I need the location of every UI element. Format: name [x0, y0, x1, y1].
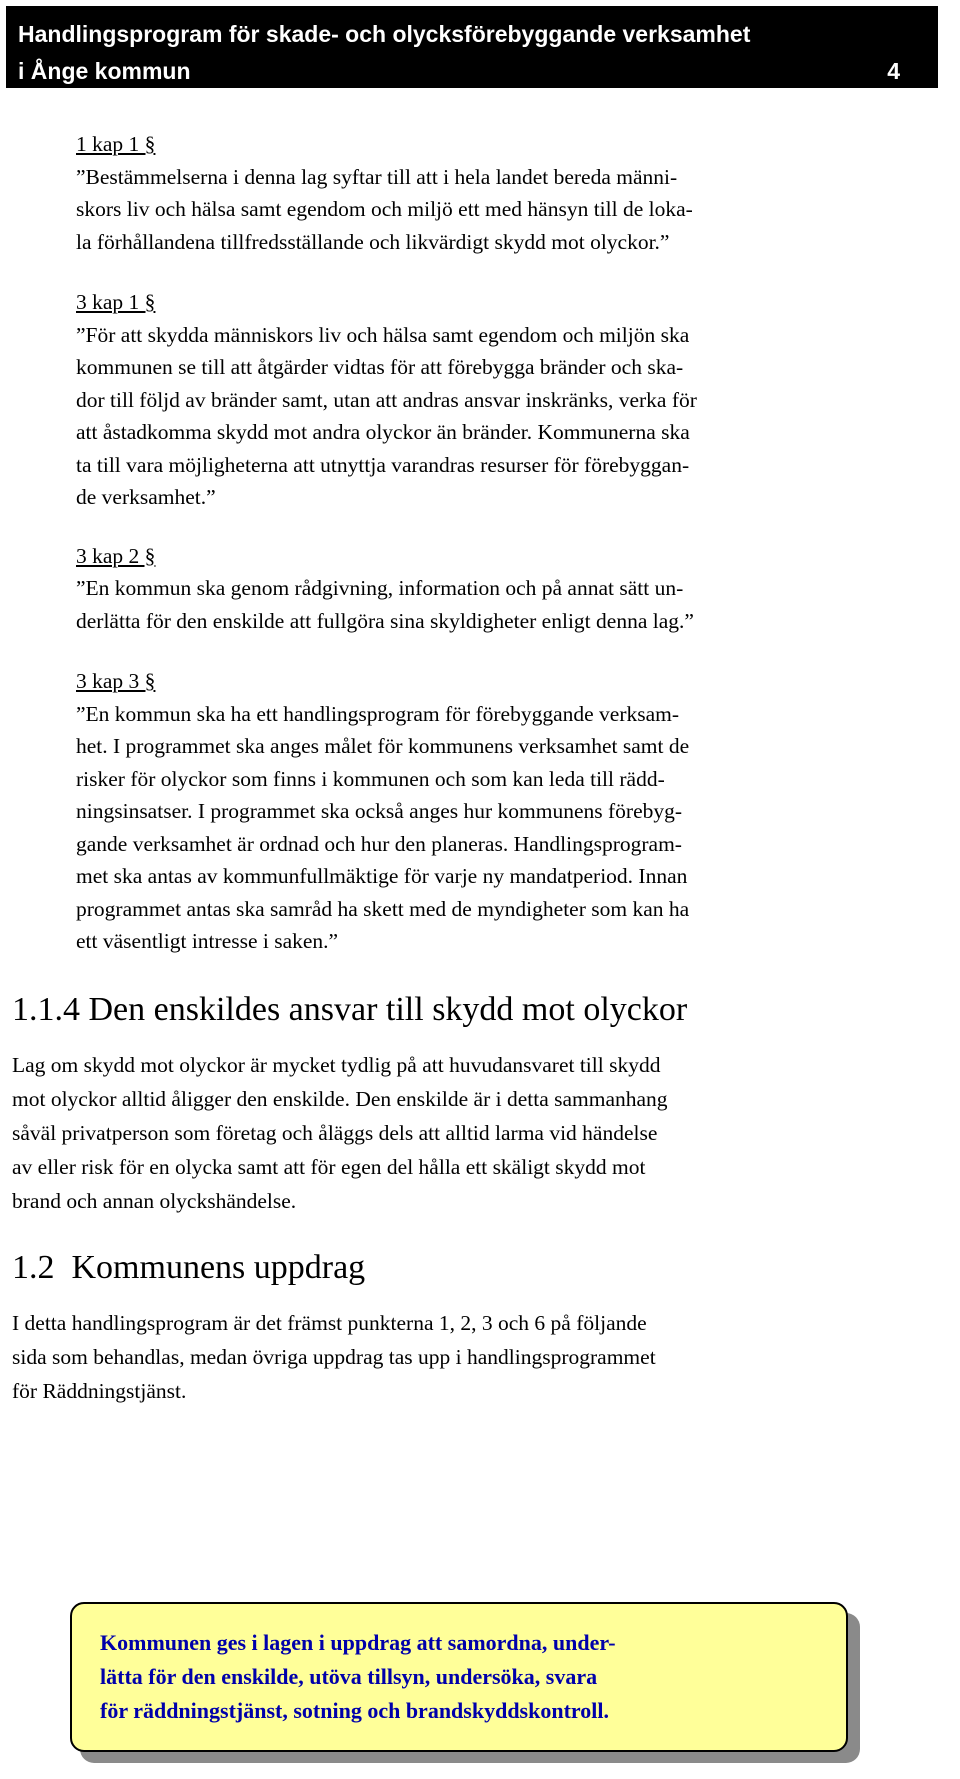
quote-line: dor till följd av bränder samt, utan att andras ansvar inskränks, verka för — [76, 387, 697, 412]
callout-line: för räddningstjänst, sotning och brandskyddskontroll. — [100, 1698, 610, 1723]
quote-line: programmet antas ska samråd ha skett med de myndigheter som kan ha — [76, 896, 690, 921]
quote-line: la förhållandena tillfredsställande och likvärdigt skydd mot olyckor.” — [76, 229, 670, 254]
law-quote-3kap2 — [76, 540, 950, 638]
law-reference: 3 kap 1 § — [76, 290, 156, 314]
quote-line: ta till vara möjligheterna att utnyttja varandras resurser för förebyggan- — [76, 452, 690, 477]
quote-line: het. I programmet ska anges målet för kommunens verksamhet samt de — [76, 734, 690, 758]
quote-line: gande verksamhet är ordnad och hur den planeras. Handlingsprogram- — [76, 831, 682, 856]
paragraph-line: mot olyckor alltid åligger den enskilde. Den enskilde är i detta sammanhang — [12, 1086, 668, 1111]
quote-line: ”För att skydda människors liv och hälsa samt egendom och miljön ska — [76, 322, 690, 347]
quote-line: ”En kommun ska ha ett handlingsprogram för förebyggande verksam- — [76, 701, 680, 726]
section-1-1-4-paragraph — [12, 1048, 938, 1218]
section-heading-1-1-4: 1.1.4 Den enskildes ansvar till skydd mot olyckor — [12, 990, 688, 1028]
page-header — [6, 6, 938, 88]
quote-line: risker för olyckor som finns i kommunen och som kan leda till rädd- — [76, 766, 665, 791]
paragraph-line: för Räddningstjänst. — [12, 1378, 187, 1403]
paragraph-line: sida som behandlas, medan övriga uppdrag tas upp i handlingsprogrammet — [12, 1344, 656, 1369]
quote-line: att åstadkomma skydd mot andra olyckor än bränder. Kommunerna ska — [76, 420, 690, 444]
quote-line: skors liv och hälsa samt egendom och miljö ett med hänsyn till de loka- — [76, 197, 693, 221]
page-number: 4 — [887, 58, 900, 84]
section-heading-1-2: 1.2 Kommunens uppdrag — [12, 1248, 366, 1286]
paragraph-line: Lag om skydd mot olyckor är mycket tydlig på att huvudansvaret till skydd — [12, 1052, 661, 1077]
callout-line: lätta för den enskilde, utöva tillsyn, undersöka, svara — [100, 1664, 598, 1689]
paragraph-line: I detta handlingsprogram är det främst punkterna 1, 2, 3 och 6 på följande — [12, 1310, 647, 1335]
quote-line: kommunen se till att åtgärder vidtas för att förebygga bränder och ska- — [76, 355, 684, 379]
quote-line: de verksamhet.” — [76, 485, 216, 509]
paragraph-line: av eller risk för en olycka samt att för egen del hålla ett skäligt skydd mot — [12, 1154, 646, 1179]
quote-line: ”Bestämmelserna i denna lag syftar till att i hela landet bereda männi- — [76, 164, 678, 189]
law-reference: 3 kap 3 § — [76, 669, 156, 693]
paragraph-line: brand och annan olyckshändelse. — [12, 1188, 297, 1213]
law-reference: 3 kap 2 § — [76, 543, 156, 568]
quote-line: derlätta för den enskilde att fullgöra sina skyldigheter enligt denna lag.” — [76, 608, 694, 633]
law-quote-3kap1 — [76, 286, 950, 514]
quote-line: ett väsentligt intresse i saken.” — [76, 929, 339, 953]
document-content — [12, 128, 950, 1408]
section-1-2-paragraph — [12, 1306, 938, 1408]
law-reference: 1 kap 1 § — [76, 132, 156, 156]
callout-line: Kommunen ges i lagen i uppdrag att samordna, under- — [100, 1630, 616, 1655]
quote-line: ningsinsatser. I programmet ska också anges hur kommunens förebyg- — [76, 799, 683, 823]
law-quote-1kap1 — [76, 128, 950, 258]
quote-line: ”En kommun ska genom rådgivning, information och på annat sätt un- — [76, 576, 684, 600]
quote-line: met ska antas av kommunfullmäktige för varje ny mandatperiod. Innan — [76, 864, 688, 888]
header-title-line1: Handlingsprogram för skade- och olycksförebyggande verksamhet — [18, 21, 751, 47]
paragraph-line: såväl privatperson som företag och åläggs dels att alltid larma vid händelse — [12, 1120, 658, 1145]
callout-box — [70, 1602, 848, 1752]
header-row2 — [18, 53, 926, 90]
law-quote-3kap3 — [76, 665, 950, 958]
header-title-line2: i Ånge kommun — [18, 58, 191, 84]
